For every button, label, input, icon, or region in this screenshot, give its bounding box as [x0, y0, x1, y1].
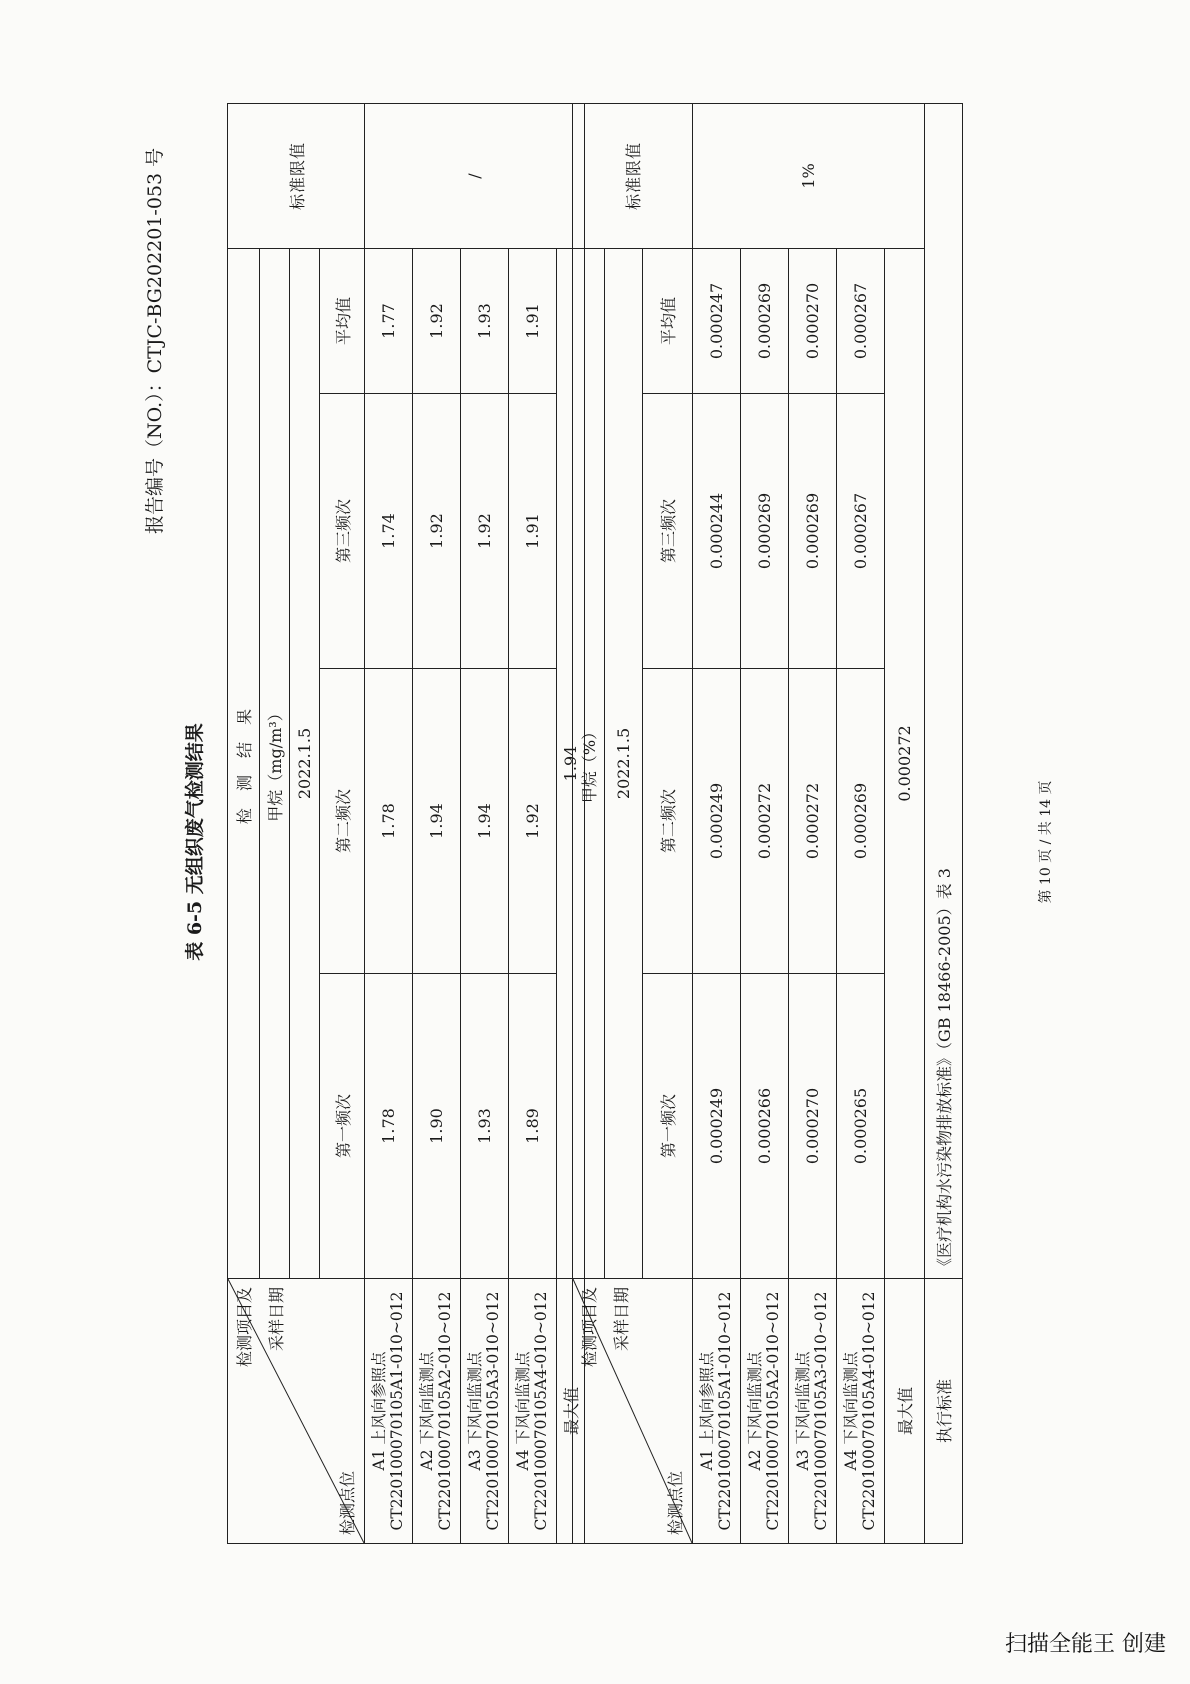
avg-cell: 1.92: [413, 248, 461, 393]
standard-row: [925, 103, 963, 1543]
table-row: [693, 103, 741, 1543]
point-code: CT220100070105A1-010~012: [715, 1291, 734, 1531]
value-cell: 0.000249: [693, 669, 741, 974]
max-row: [885, 103, 925, 1543]
avg-cell: 1.93: [461, 248, 509, 393]
col-item-label: 检测项目及: [235, 1287, 254, 1368]
corner-header: [228, 1279, 365, 1544]
result-header: 检 测 结 果: [228, 248, 260, 1278]
table-row: [365, 103, 413, 1543]
point-code: CT220100070105A2-010~012: [435, 1291, 454, 1531]
table-row: [741, 103, 789, 1543]
value-cell: 1.92: [413, 394, 461, 669]
col-date-label: 采样日期: [267, 1287, 286, 1352]
avg-header: 平均值: [320, 248, 365, 393]
limit-header: 标准限值: [228, 103, 365, 248]
avg-cell: 0.000270: [789, 248, 837, 393]
point-code: CT220100070105A3-010~012: [811, 1291, 830, 1531]
limit-value: /: [365, 103, 585, 248]
scanner-watermark: 扫描全能王 创建: [1005, 1632, 1166, 1657]
value-cell: 1.78: [365, 974, 413, 1279]
standard-label: 执行标准: [925, 1279, 963, 1544]
value-cell: 1.78: [365, 669, 413, 974]
point-code: CT220100070105A4-010~012: [531, 1291, 550, 1531]
sample-date: 2022.1.5: [605, 248, 643, 1278]
point-name: A3 下风向监测点: [793, 1351, 812, 1471]
standard-value: 《医疗机构水污染物排放标准》（GB 18466-2005）表 3: [925, 103, 963, 1278]
methane-mg-table: [227, 103, 585, 1544]
page-footer: 第 10 页 / 共 14 页: [1038, 780, 1054, 904]
col-point-label: 检测点位: [338, 1470, 357, 1535]
value-cell: 0.000249: [693, 974, 741, 1279]
point-name: A1 上风向参照点: [697, 1351, 716, 1471]
freq-1-header: 第一频次: [320, 974, 365, 1279]
table-row: [461, 103, 509, 1543]
pollutant-label: 甲烷（%）: [573, 248, 605, 1278]
corner-header: [573, 1279, 693, 1544]
value-cell: 1.74: [365, 394, 413, 669]
value-cell: 0.000272: [789, 669, 837, 974]
value-cell: 1.92: [509, 669, 557, 974]
point-name: A4 下风向监测点: [513, 1351, 532, 1471]
value-cell: 1.89: [509, 974, 557, 1279]
value-cell: 1.91: [509, 394, 557, 669]
sample-date: 2022.1.5: [290, 248, 320, 1278]
avg-cell: 0.000269: [741, 248, 789, 393]
avg-header: 平均值: [643, 248, 693, 393]
avg-cell: 0.000247: [693, 248, 741, 393]
point-code: CT220100070105A4-010~012: [859, 1291, 878, 1531]
methane-percent-table: [572, 103, 963, 1544]
table-row: [413, 103, 461, 1543]
point-code: CT220100070105A1-010~012: [387, 1291, 406, 1531]
max-value: 1.94: [557, 248, 585, 1278]
point-name: A3 下风向监测点: [465, 1351, 484, 1471]
avg-cell: 1.77: [365, 248, 413, 393]
col-point-label: 检测点位: [666, 1470, 685, 1535]
table-row: [837, 103, 885, 1543]
point-name: A2 下风向监测点: [745, 1351, 764, 1471]
col-date-label: 采样日期: [612, 1287, 631, 1352]
point-name: A1 上风向参照点: [369, 1351, 388, 1471]
value-cell: 1.93: [461, 974, 509, 1279]
freq-3-header: 第三频次: [320, 394, 365, 669]
table-row: [789, 103, 837, 1543]
value-cell: 0.000269: [741, 394, 789, 669]
max-label: 最大值: [885, 1279, 925, 1544]
col-item-label: 检测项目及: [580, 1287, 599, 1368]
report-number: 报告编号（NO.）：CTJC-BG202201-053 号: [144, 147, 166, 534]
pollutant-label: 甲烷（mg/m³）: [260, 248, 290, 1278]
point-name: A2 下风向监测点: [417, 1351, 436, 1471]
value-cell: 1.94: [461, 669, 509, 974]
value-cell: 1.94: [413, 669, 461, 974]
value-cell: 0.000270: [789, 974, 837, 1279]
freq-2-header: 第二频次: [320, 669, 365, 974]
freq-1-header: 第一频次: [643, 974, 693, 1279]
value-cell: 0.000244: [693, 394, 741, 669]
limit-value: 1%: [693, 103, 925, 248]
freq-2-header: 第二频次: [643, 669, 693, 974]
value-cell: 0.000267: [837, 394, 885, 669]
point-name: A4 下风向监测点: [841, 1351, 860, 1471]
avg-cell: 1.91: [509, 248, 557, 393]
limit-header: 标准限值: [573, 103, 693, 248]
freq-3-header: 第三频次: [643, 394, 693, 669]
point-code: CT220100070105A2-010~012: [763, 1291, 782, 1531]
max-label: 最大值: [557, 1279, 585, 1544]
max-value: 0.000272: [885, 248, 925, 1278]
value-cell: 0.000269: [837, 669, 885, 974]
value-cell: 0.000272: [741, 669, 789, 974]
value-cell: 1.90: [413, 974, 461, 1279]
table-caption: 表 6-5 无组织废气检测结果: [184, 723, 206, 961]
point-code: CT220100070105A3-010~012: [483, 1291, 502, 1531]
value-cell: 1.92: [461, 394, 509, 669]
value-cell: 0.000265: [837, 974, 885, 1279]
value-cell: 0.000269: [789, 394, 837, 669]
avg-cell: 0.000267: [837, 248, 885, 393]
table-row: [509, 103, 557, 1543]
value-cell: 0.000266: [741, 974, 789, 1279]
